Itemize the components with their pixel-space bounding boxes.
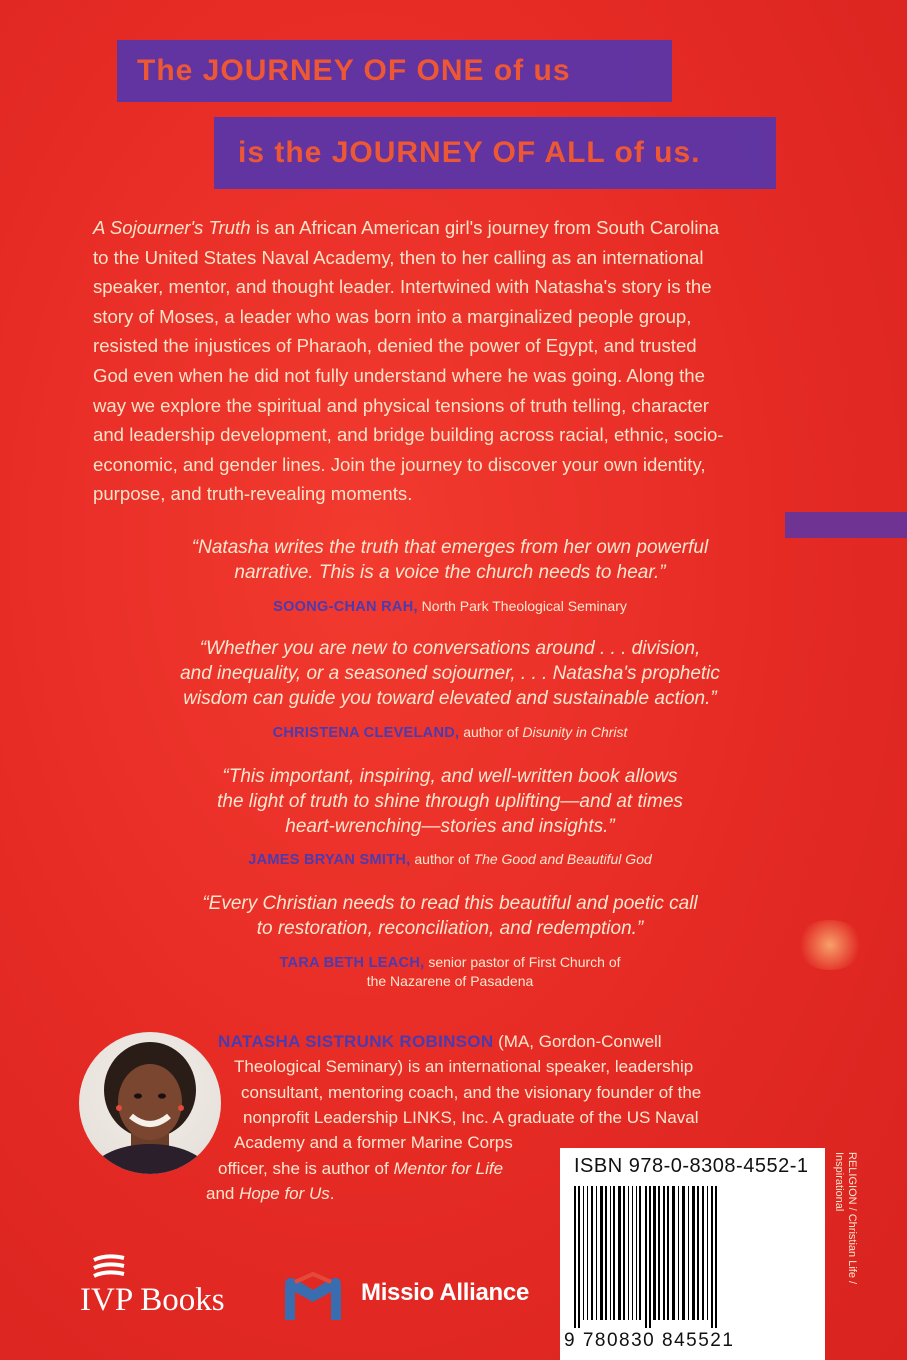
bio-line: consultant, mentoring coach, and the visionary founder of the <box>241 1083 702 1102</box>
bio-line: NATASHA SISTRUNK ROBINSON (MA, Gordon-Conwell <box>218 1032 662 1051</box>
description-line: A Sojourner's Truth is an African American girl's journey from South Carolina <box>93 217 720 238</box>
missio-arch-icon <box>283 1272 343 1322</box>
description-line: purpose, and truth-revealing moments. <box>93 483 413 505</box>
endorser-name: CHRISTENA CLEVELAND, <box>272 725 460 741</box>
headline-banner-1 <box>117 40 672 102</box>
book-description <box>93 213 813 509</box>
category-label: RELIGION / Christian Life / Inspirational <box>833 1152 858 1285</box>
description-line: way we explore the spiritual and physical tensions of truth telling, character <box>93 394 709 416</box>
endorsement-quote-3: “This important, inspiring, and well-written book allows the light of truth to shine through uplifting—and at times heart-wrenching—stories and insights.” <box>217 766 683 837</box>
decorative-stripe <box>785 512 907 538</box>
description-line: economic, and gender lines. Join the journey to discover your own identity, <box>93 453 706 475</box>
endorsement-attribution-2: CHRISTENA CLEVELAND, author of Disunity in Christ <box>272 724 628 741</box>
description-line: speaker, mentor, and thought leader. Intertwined with Natasha's story is the <box>93 276 712 298</box>
ivp-waves-icon <box>80 1252 126 1282</box>
endorsement-attribution-1: SOONG-CHAN RAH, North Park Theological Seminary <box>273 598 627 615</box>
isbn-label: ISBN 978-0-8308-4552-1 <box>574 1155 809 1177</box>
endorsement-attribution-3: JAMES BRYAN SMITH, author of The Good and Beautiful God <box>248 851 652 868</box>
description-line: to the United States Naval Academy, then to her calling as an international <box>93 246 704 268</box>
endorsement-quote-4: “Every Christian needs to read this beautiful and poetic call to restoration, reconciliation, and redemption.” <box>202 893 698 939</box>
missio-alliance-text: Missio Alliance <box>361 1279 530 1306</box>
description-line: story of Moses, a leader who was born into a marginalized people group, <box>93 305 692 327</box>
bio-line: Academy and a former Marine Corps <box>234 1133 513 1152</box>
bio-line: and Hope for Us. <box>206 1184 335 1203</box>
headline-line-2: is the JOURNEY OF ALL of us. <box>238 136 701 169</box>
barcode-bars-icon <box>574 1186 814 1328</box>
endorsement-attribution-4: TARA BETH LEACH, senior pastor of First Church of the Nazarene of Pasadena <box>279 954 621 989</box>
description-line: God even when he did not fully understand where he was going. Along the <box>93 364 705 386</box>
book-title: A Sojourner's Truth <box>93 217 251 238</box>
endorser-name: JAMES BRYAN SMITH, <box>248 852 411 868</box>
bio-line: nonprofit Leadership LINKS, Inc. A graduate of the US Naval <box>243 1108 699 1127</box>
headline-banner-2 <box>214 117 776 189</box>
description-line: and leadership development, and bridge building across racial, ethnic, socio- <box>93 424 724 446</box>
bio-line: officer, she is author of Mentor for Life <box>218 1159 504 1178</box>
author-name: NATASHA SISTRUNK ROBINSON <box>218 1032 494 1051</box>
endorsement-quote-2: “Whether you are new to conversations around . . . division, and inequality, or a seasoned sojourner, . . . Natasha's prophetic wisdom can guide you toward elevated and sustainable action.” <box>180 638 720 709</box>
ivp-books-logo <box>80 1252 225 1318</box>
ivp-books-text: IVP Books <box>80 1282 225 1318</box>
isbn-barcode <box>560 1148 825 1360</box>
endorser-name: TARA BETH LEACH, <box>279 955 425 971</box>
endorser-name: SOONG-CHAN RAH, <box>273 599 418 615</box>
decorative-smudge <box>795 920 865 970</box>
author-portrait-icon <box>79 1032 221 1174</box>
missio-alliance-logo <box>283 1272 530 1327</box>
headline-line-1: The JOURNEY OF ONE of us <box>137 54 571 87</box>
endorsement-quote-1: “Natasha writes the truth that emerges from her own powerful narrative. This is a voice the church needs to hear.” <box>191 537 709 583</box>
barcode-number: 9 780830 845521 <box>564 1330 735 1351</box>
description-line: resisted the injustices of Pharaoh, denied the power of Egypt, and trusted <box>93 335 697 357</box>
bio-line: Theological Seminary) is an international speaker, leadership <box>234 1057 694 1076</box>
author-photo <box>79 1032 221 1174</box>
